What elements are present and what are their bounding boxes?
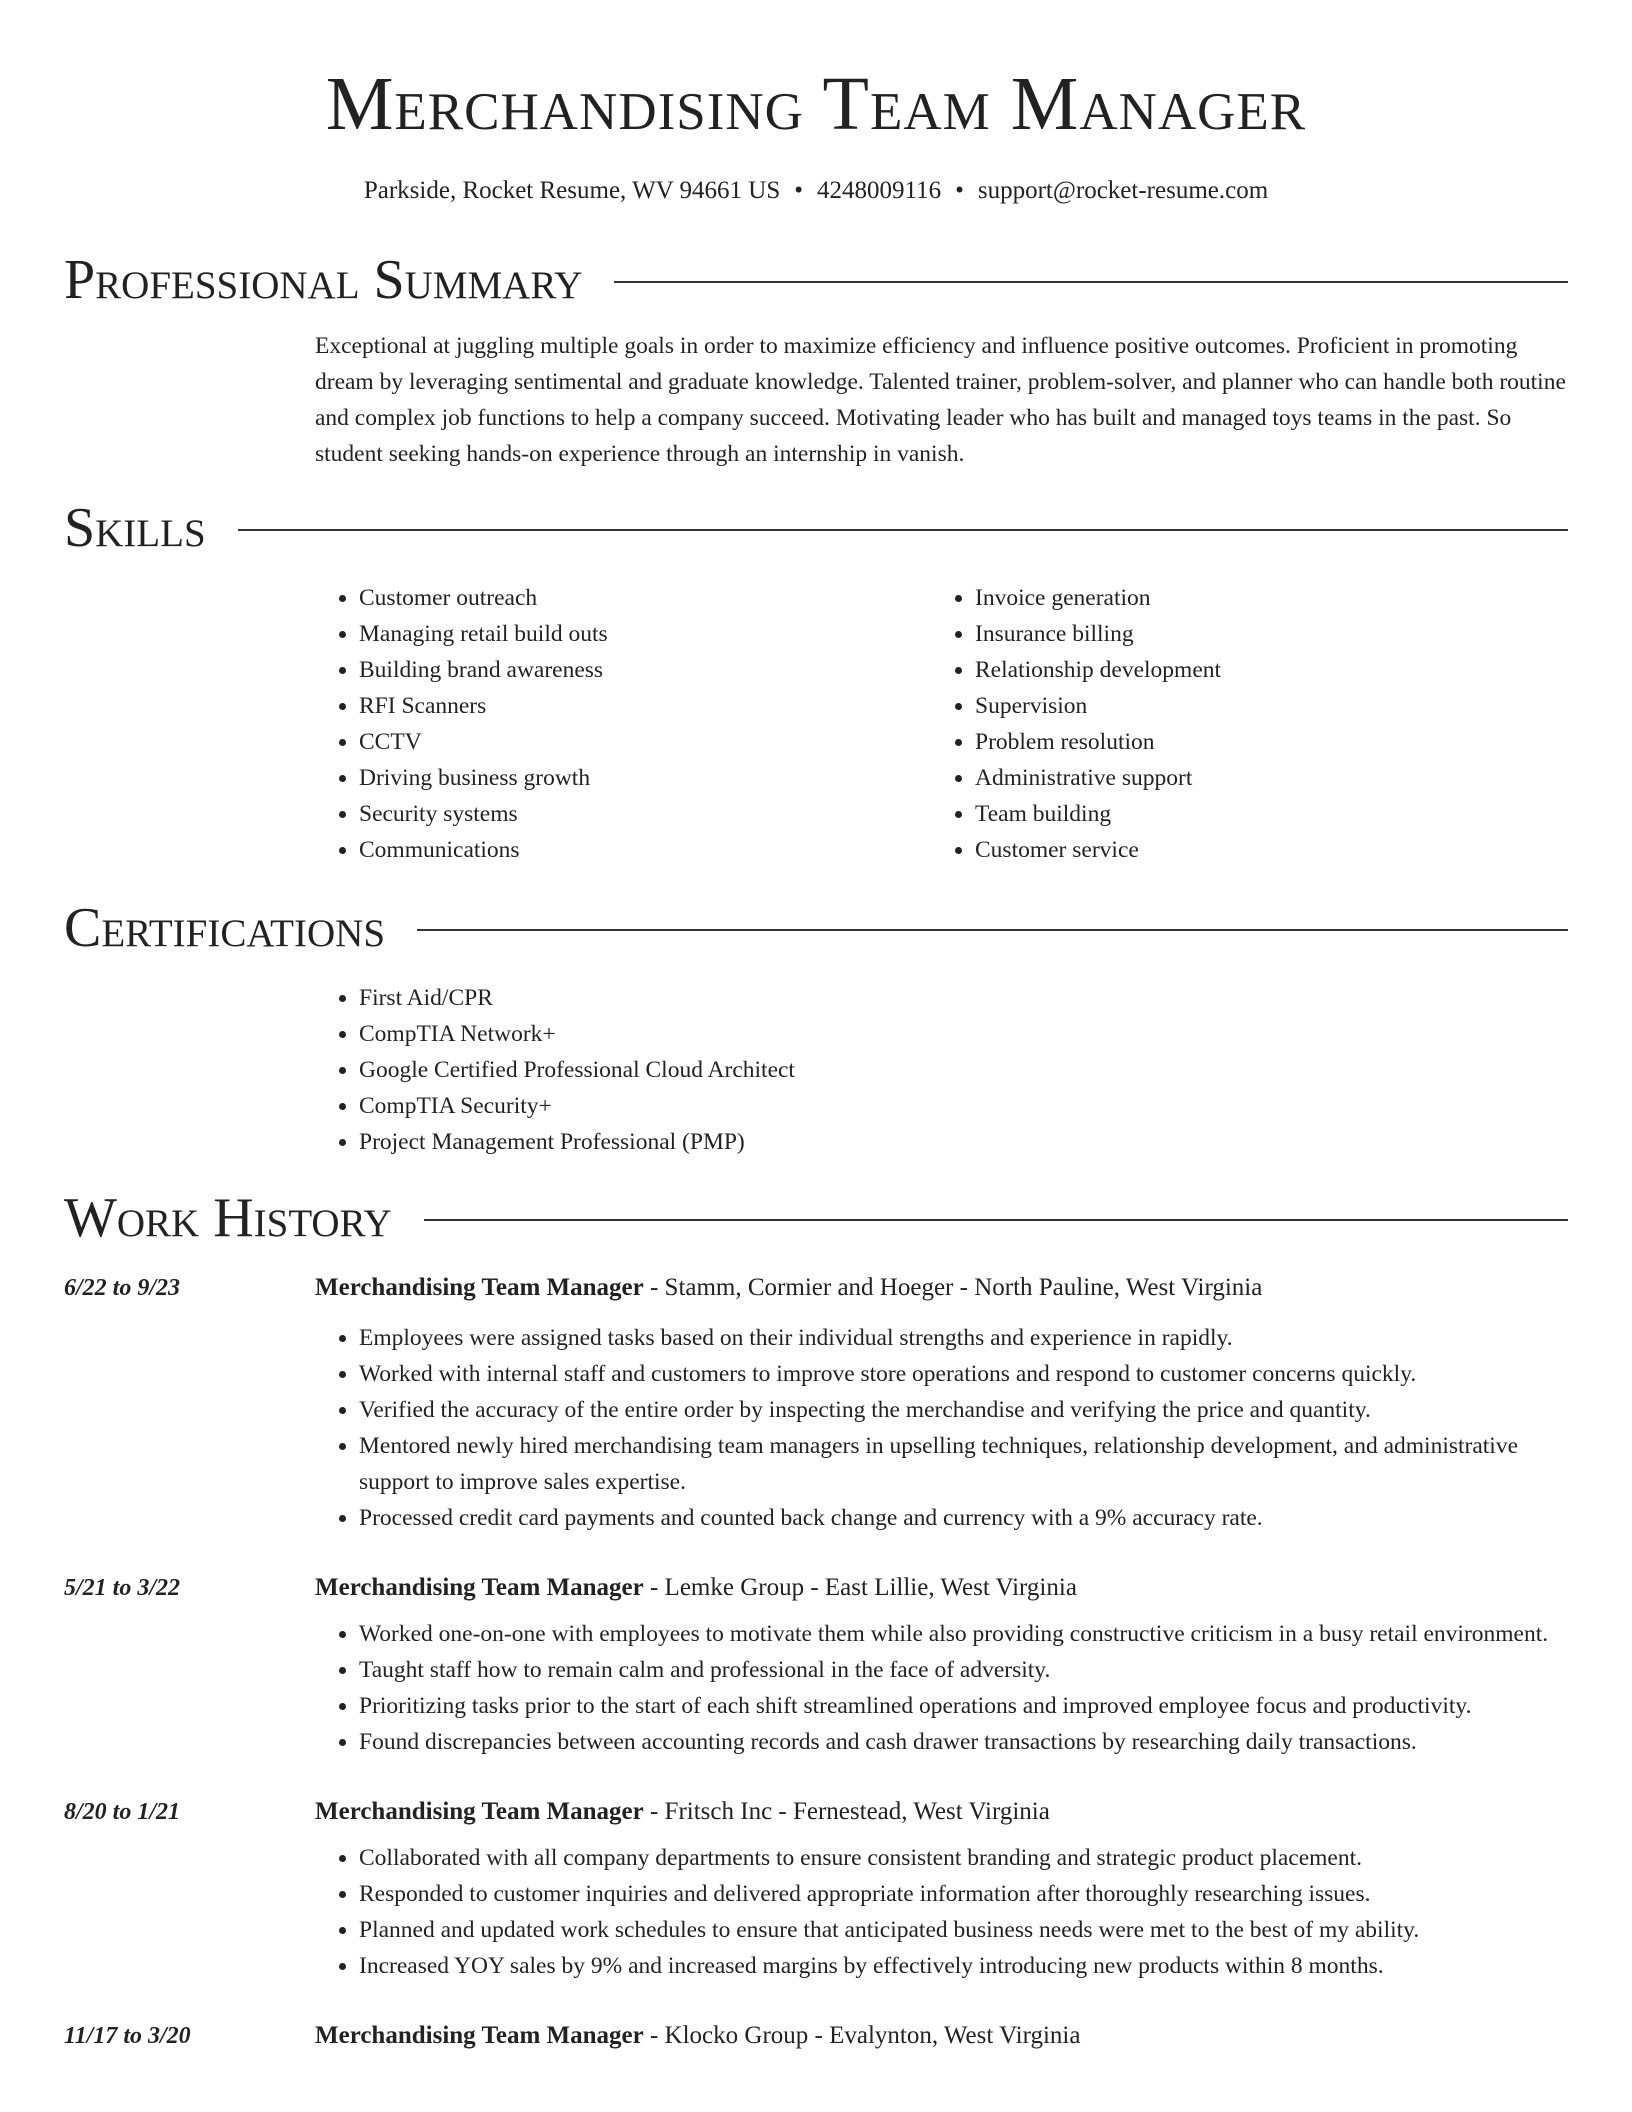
skill-item: • Invoice generation [975,580,1547,616]
job-duty-item: • Planned and updated work schedules to ensure that anticipated business needs were met to the best of my ability. [359,1912,1568,1948]
job-entry [64,1570,1568,1760]
work-history-heading: Work History [64,1186,392,1249]
job-duty-item: • Responded to customer inquiries and delivered appropriate information after thoroughly researching issues. [359,1876,1568,1912]
job-title-line [315,1270,1568,1306]
summary-text: Exceptional at juggling multiple goals in order to maximize efficiency and influence positive outcomes. Proficient in promoting dream by leveraging sentimental and graduate knowledge. Talented trainer, problem-solver, and planner who can handle both routine and complex job functions to help a company succeed. Motivating leader who has built and managed toys teams in the past. So student seeking hands-on experience through an internship in vanish. [315,333,1566,467]
resume-page [64,0,1568,2054]
work-history-section-header [64,1186,1568,1250]
certifications-section-header [64,896,1568,960]
contact-separator: • [794,177,804,204]
skills-list [315,580,1568,868]
contact-phone: 4248009116 [817,177,942,204]
job-title-line [315,1794,1568,1830]
skill-item: • Security systems [359,796,931,832]
skill-item: • Problem resolution [975,724,1547,760]
job-title: Merchandising Team Manager [315,2021,644,2049]
section-divider [424,1219,1568,1221]
job-duties [315,1616,1568,1760]
section-divider [417,929,1568,931]
job-employer: - Lemke Group - East Lillie, West Virginia [643,1573,1077,1601]
contact-address: Parkside, Rocket Resume, WV 94661 US [363,177,781,204]
section-divider [238,529,1568,531]
job-duty-item: • Increased YOY sales by 9% and increased margins by effectively introducing new products within 8 months. [359,1948,1568,1984]
job-duty-item: • Collaborated with all company departments to ensure consistent branding and strategic product placement. [359,1840,1568,1876]
skill-item: • Driving business growth [359,760,931,796]
certification-item: • Google Certified Professional Cloud Architect [359,1052,1568,1088]
skills-column-right [931,580,1547,868]
skill-item: • Building brand awareness [359,652,931,688]
job-title: Merchandising Team Manager [315,1273,644,1301]
contact-separator: • [955,177,964,204]
job-duty-item: • Mentored newly hired merchandising team managers in upselling techniques, relationship development, and administrative support to improve sales expertise. [359,1428,1568,1500]
skill-item: • Managing retail build outs [359,616,931,652]
skill-item: • Relationship development [975,652,1547,688]
certification-item: • First Aid/CPR [359,980,1568,1016]
certifications-heading: Certifications [64,896,386,959]
contact-line [64,176,1568,206]
job-dates: 11/17 to 3/20 [64,2022,191,2049]
skill-item: • CCTV [359,724,931,760]
job-duty-item: • Worked one-on-one with employees to motivate them while also providing constructive criticism in a busy retail environment. [359,1616,1568,1652]
summary-section-header [64,248,1568,312]
job-employer: - Stamm, Cormier and Hoeger - North Pauline, West Virginia [643,1273,1263,1301]
job-duty-item: • Employees were assigned tasks based on their individual strengths and experience in rapidly. [359,1320,1568,1356]
job-duty-item: • Worked with internal staff and customers to improve store operations and respond to customer concerns quickly. [359,1356,1568,1392]
skill-item: • Customer outreach [359,580,931,616]
job-duty-item: • Found discrepancies between accounting records and cash drawer transactions by researching daily transactions. [359,1724,1568,1760]
skill-item: • Supervision [975,688,1547,724]
job-title: Merchandising Team Manager [315,1797,644,1825]
job-entry [64,1794,1568,1984]
certification-item: • CompTIA Network+ [359,1016,1568,1052]
certifications-list [315,980,1568,1160]
skill-item: • Administrative support [975,760,1547,796]
job-title-line [315,2018,1568,2054]
job-employer: - Klocko Group - Evalynton, West Virginia [643,2021,1081,2049]
contact-email: support@rocket-resume.com [977,177,1269,204]
job-entry [64,1270,1568,1536]
resume-name: Merchandising Team Manager [325,62,1307,146]
job-title: Merchandising Team Manager [315,1573,644,1601]
job-duties [315,1320,1568,1536]
skills-section-header [64,496,1568,560]
certification-item: • Project Management Professional (PMP) [359,1124,1568,1160]
section-divider [614,281,1568,283]
job-entry [64,2018,1568,2054]
job-employer: - Fritsch Inc - Fernestead, West Virginia [643,1797,1050,1825]
skills-column-left [315,580,931,868]
skill-item: • Insurance billing [975,616,1547,652]
job-duties [315,1840,1568,1984]
skill-item: • Communications [359,832,931,868]
skill-item: • Team building [975,796,1547,832]
job-duty-item: • Prioritizing tasks prior to the start of each shift streamlined operations and improved employee focus and productivity. [359,1688,1568,1724]
job-duty-item: • Verified the accuracy of the entire order by inspecting the merchandise and verifying the price and quantity. [359,1392,1568,1428]
job-duty-item: • Taught staff how to remain calm and professional in the face of adversity. [359,1652,1568,1688]
certification-item: • CompTIA Security+ [359,1088,1568,1124]
job-dates: 8/20 to 1/21 [64,1798,181,1825]
job-dates: 5/21 to 3/22 [64,1574,181,1601]
summary-heading: Professional Summary [64,249,583,311]
skill-item: • Customer service [975,832,1547,868]
skill-item: • RFI Scanners [359,688,931,724]
skills-heading: Skills [64,496,206,559]
job-title-line [315,1570,1568,1606]
job-duty-item: • Processed credit card payments and counted back change and currency with a 9% accuracy rate. [359,1500,1568,1536]
job-dates: 6/22 to 9/23 [64,1274,181,1301]
